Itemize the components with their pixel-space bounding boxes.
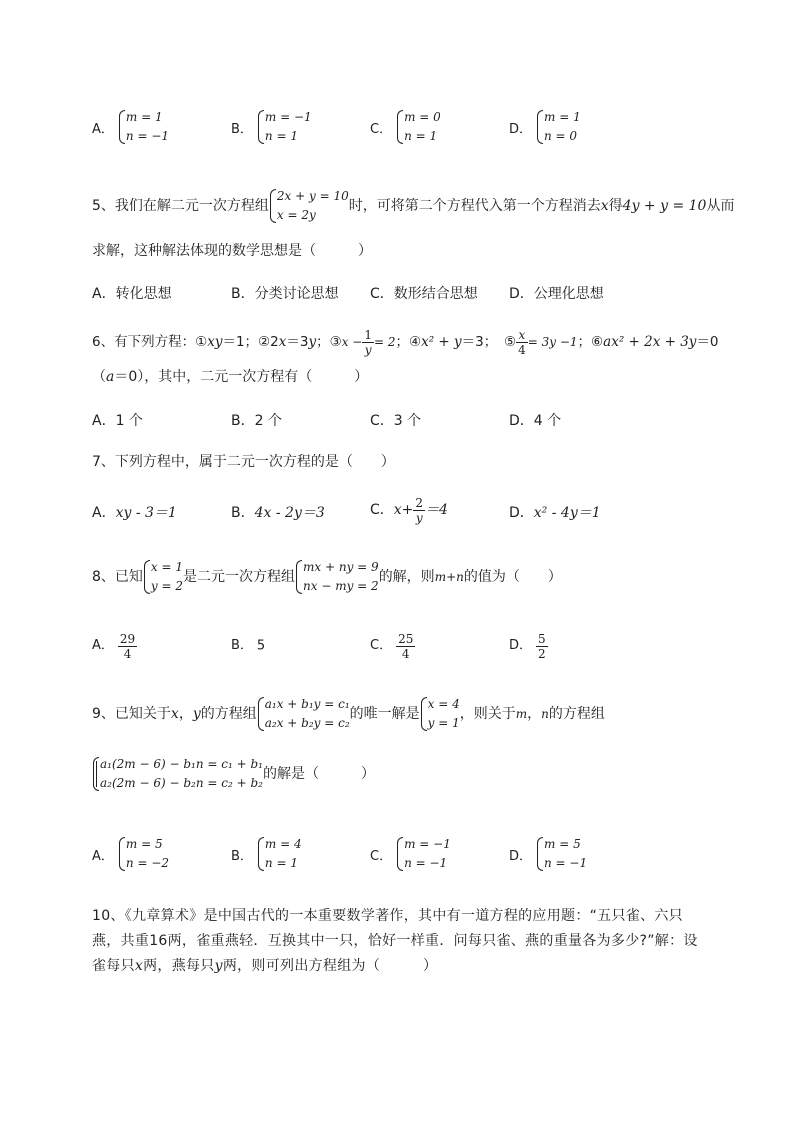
equation-system xyxy=(396,108,441,146)
option-letter: A． xyxy=(92,413,116,429)
option-text: 2 个 xyxy=(254,413,282,429)
q6-stem-line2 xyxy=(92,366,368,386)
option-letter: B． xyxy=(231,413,255,429)
math-variable: x xyxy=(134,958,144,974)
q7-option-d[interactable] xyxy=(509,502,601,522)
option-letter: C． xyxy=(370,121,393,137)
equation-system xyxy=(143,558,183,596)
q4-option-a[interactable] xyxy=(92,108,169,146)
equation-system xyxy=(269,187,349,225)
option-text: 数形结合思想 xyxy=(393,286,478,302)
equation: y = 1 xyxy=(427,716,460,730)
option-letter: D． xyxy=(509,848,533,864)
fraction xyxy=(362,328,374,357)
option-letter: B． xyxy=(231,121,253,137)
question-number: 6、 xyxy=(92,334,115,350)
fraction xyxy=(516,328,528,357)
option-letter: A． xyxy=(92,638,114,653)
equation-system xyxy=(536,108,581,146)
q5-stem xyxy=(92,187,734,225)
q4-option-d[interactable] xyxy=(509,108,581,146)
equation: n = −1 xyxy=(125,129,170,143)
question-number: 8、 xyxy=(92,569,115,585)
equation: x = 2y xyxy=(276,208,316,222)
equation: n = 1 xyxy=(404,129,438,143)
equation-system xyxy=(257,835,302,873)
math-variable: x xyxy=(600,198,609,214)
equation-system xyxy=(396,835,451,873)
math-variable: m xyxy=(515,707,528,721)
option-text: xy - 3＝1 xyxy=(115,505,177,521)
option-text: 3 个 xyxy=(393,413,422,429)
question-text: 《九章算术》是中国古代的一本重要数学著作，其中有一道方程的应用题：“五只雀、六只燕，共重16两，雀重燕轻．互换其中一只，恰好一样重．问每只雀、燕的重量各为多少?”解：设雀每只 xyxy=(92,908,698,974)
question-text: ＝3 xyxy=(286,334,309,350)
math-variable: y xyxy=(192,706,201,722)
math-expression: = 3y −1 xyxy=(527,335,578,349)
question-text: 两，燕每只 xyxy=(143,958,215,974)
math-variable: y xyxy=(214,958,223,974)
question-text: ；④ xyxy=(395,334,422,350)
option-letter: B． xyxy=(231,505,255,521)
math-expression: x² + y xyxy=(421,334,462,350)
math-variable: a xyxy=(106,369,115,385)
question-text: ；⑥ xyxy=(577,334,604,350)
question-text: 从而 xyxy=(706,198,735,214)
question-text: ＝3； ⑤ xyxy=(461,334,517,350)
q8-stem xyxy=(92,556,562,598)
question-text: ；③ xyxy=(316,334,342,350)
q9-option-a[interactable] xyxy=(92,835,169,873)
q6-stem xyxy=(92,326,719,358)
q6-option-d[interactable] xyxy=(509,410,561,430)
question-text: 时，可将第二个方程代入第一个方程消去 xyxy=(348,198,601,214)
equation: 2x + y = 10 xyxy=(276,189,349,203)
fraction-denominator: 4 xyxy=(401,646,410,661)
equation: m = 4 xyxy=(264,837,302,851)
q4-option-b[interactable] xyxy=(231,108,312,146)
math-variable: x xyxy=(278,334,287,350)
q7-option-a[interactable] xyxy=(92,502,177,522)
q5-option-c[interactable] xyxy=(370,283,478,303)
fraction xyxy=(536,632,548,661)
option-letter: D． xyxy=(509,286,534,302)
q6-option-a[interactable] xyxy=(92,410,143,430)
option-letter: D． xyxy=(509,121,533,137)
equation-system xyxy=(257,695,350,733)
equation: m = 5 xyxy=(125,837,163,851)
option-text: x+ xyxy=(393,502,414,518)
fraction-numerator: 1 xyxy=(364,327,372,342)
option-text: ＝4 xyxy=(425,502,448,518)
equation: m = 0 xyxy=(404,110,441,124)
fraction-denominator: y xyxy=(364,342,372,357)
fraction xyxy=(413,496,425,525)
equation: n = 1 xyxy=(264,129,298,143)
question-text: ＝0），其中，二元一次方程有（ ） xyxy=(114,369,369,385)
q5-stem-line2: 求解，这种解法体现的数学思想是（ ） xyxy=(92,243,372,259)
question-text: 得 xyxy=(608,198,623,214)
equation: mx + ny = 9 xyxy=(303,560,379,574)
question-text: 的唯一解是 xyxy=(349,706,420,722)
option-text: 转化思想 xyxy=(115,286,172,302)
question-text: 两，则可列出方程组为（ ） xyxy=(222,958,438,974)
fraction-numerator: 29 xyxy=(119,631,136,646)
equation-system xyxy=(295,558,379,596)
option-letter: B． xyxy=(231,286,255,302)
q7-option-b[interactable] xyxy=(231,502,325,522)
question-text: 是二元一次方程组 xyxy=(183,569,296,585)
question-text: ， xyxy=(527,706,542,722)
q7-option-c[interactable] xyxy=(370,492,448,528)
q5-option-b[interactable] xyxy=(231,283,339,303)
question-number: 10、 xyxy=(92,908,125,924)
question-text: 已知关于 xyxy=(114,706,171,722)
q9-option-b[interactable] xyxy=(231,835,302,873)
math-variable: n xyxy=(541,707,549,721)
option-letter: D． xyxy=(509,638,533,653)
option-text: 4 个 xyxy=(533,413,562,429)
q6-option-b[interactable] xyxy=(231,410,282,430)
question-text: 下列方程中，属于二元一次方程的是（ ） xyxy=(114,454,395,470)
equation: m = −1 xyxy=(404,837,451,851)
equation: m = −1 xyxy=(264,110,312,124)
q5-option-a[interactable] xyxy=(92,283,172,303)
equation: x = 4 xyxy=(427,697,460,711)
question-number: 9、 xyxy=(92,706,115,722)
question-text: 我们在解二元一次方程组 xyxy=(114,198,269,214)
question-text: ＝0 xyxy=(696,334,719,350)
equation: n = 1 xyxy=(264,856,298,870)
q8-option-d[interactable] xyxy=(509,628,548,665)
option-letter: B． xyxy=(231,848,253,864)
option-letter: C． xyxy=(370,286,394,302)
math-variable: y xyxy=(308,334,317,350)
equation: y = 2 xyxy=(150,579,184,593)
q8-option-c[interactable] xyxy=(370,628,415,665)
question-text: 有下列方程：① xyxy=(114,334,208,350)
q9-option-d[interactable] xyxy=(509,835,587,873)
question-text: ，则关于 xyxy=(459,706,516,722)
equation-system xyxy=(420,695,460,733)
equation-system xyxy=(257,108,312,146)
fraction-numerator: 5 xyxy=(538,631,546,646)
option-letter: C． xyxy=(370,502,394,518)
equation-system xyxy=(92,755,263,793)
equation-system xyxy=(118,108,169,146)
question-text: 已知 xyxy=(114,569,143,585)
option-letter: D． xyxy=(509,413,534,429)
question-text: 的解是（ ） xyxy=(262,766,375,782)
equation: n = 0 xyxy=(544,129,578,143)
q8-option-a[interactable] xyxy=(92,628,137,665)
option-text: 分类讨论思想 xyxy=(254,286,339,302)
question-text: 的方程组 xyxy=(200,706,257,722)
question-number: 5、 xyxy=(92,198,115,214)
option-letter: B． xyxy=(231,638,253,653)
q9-stem-line2 xyxy=(92,752,375,796)
fraction-numerator: 25 xyxy=(398,631,414,646)
option-text: 公理化思想 xyxy=(533,286,604,302)
option-text: x² - 4y＝1 xyxy=(533,505,601,521)
equation: n = −2 xyxy=(125,856,170,870)
option-letter: C． xyxy=(370,848,393,864)
question-text: 的值为（ ） xyxy=(463,569,562,585)
option-letter: C． xyxy=(370,413,394,429)
q8-option-b[interactable] xyxy=(231,628,265,665)
question-text: 的解，则 xyxy=(378,569,435,585)
q6-option-c[interactable] xyxy=(370,410,421,430)
q5-option-d[interactable] xyxy=(509,283,604,303)
q9-stem xyxy=(92,692,605,736)
option-letter: A． xyxy=(92,848,114,864)
equation-system xyxy=(536,835,587,873)
equation: m = 5 xyxy=(544,837,581,851)
q9-option-c[interactable] xyxy=(370,835,451,873)
fraction-numerator: x xyxy=(516,328,528,343)
equation: a₂x + b₂y = c₂ xyxy=(264,716,350,730)
question-text: ＝1；②2 xyxy=(222,334,279,350)
equation: a₂(2m − 6) − b₂n = c₂ + b₂ xyxy=(100,776,263,790)
option-letter: A． xyxy=(92,505,116,521)
equation: nx − my = 2 xyxy=(303,579,379,593)
question-text: 的方程组 xyxy=(548,706,605,722)
math-expression: 4y + y = 10 xyxy=(622,198,707,214)
q4-option-c[interactable] xyxy=(370,108,441,146)
math-expression: = 2 xyxy=(373,335,396,349)
equation: x = 1 xyxy=(150,560,184,574)
fraction-numerator: 2 xyxy=(415,495,424,510)
equation: m = 1 xyxy=(125,110,163,124)
question-number: 7、 xyxy=(92,454,115,470)
equation: m = 1 xyxy=(544,110,581,124)
math-expression: m+n xyxy=(434,570,464,584)
math-expression: x − xyxy=(341,335,363,349)
equation: n = −1 xyxy=(544,856,588,870)
q10-stem xyxy=(92,904,704,979)
fraction xyxy=(118,632,137,661)
option-text: 5 xyxy=(256,638,266,654)
question-text: ， xyxy=(178,706,193,722)
fraction-denominator: 4 xyxy=(518,342,526,357)
fraction-denominator: 4 xyxy=(123,646,132,661)
math-variable: x xyxy=(170,706,179,722)
fraction xyxy=(396,632,415,661)
equation: n = −1 xyxy=(404,856,448,870)
equation: a₁(2m − 6) − b₁n = c₁ + b₁ xyxy=(100,757,263,771)
option-letter: C． xyxy=(370,638,393,653)
q7-stem xyxy=(92,451,395,471)
math-expression: ax² + 2x + 3y xyxy=(603,334,697,350)
option-text: 1 个 xyxy=(115,413,143,429)
option-letter: A． xyxy=(92,286,116,302)
option-text: 4x - 2y＝3 xyxy=(254,505,325,521)
fraction-denominator: 2 xyxy=(538,646,546,661)
fraction-denominator: y xyxy=(415,510,423,525)
equation-system xyxy=(118,835,169,873)
option-letter: D． xyxy=(509,505,534,521)
equation: a₁x + b₁y = c₁ xyxy=(264,697,350,711)
math-expression: xy xyxy=(207,334,223,350)
question-text: （ xyxy=(92,369,106,385)
option-letter: A． xyxy=(92,121,114,137)
